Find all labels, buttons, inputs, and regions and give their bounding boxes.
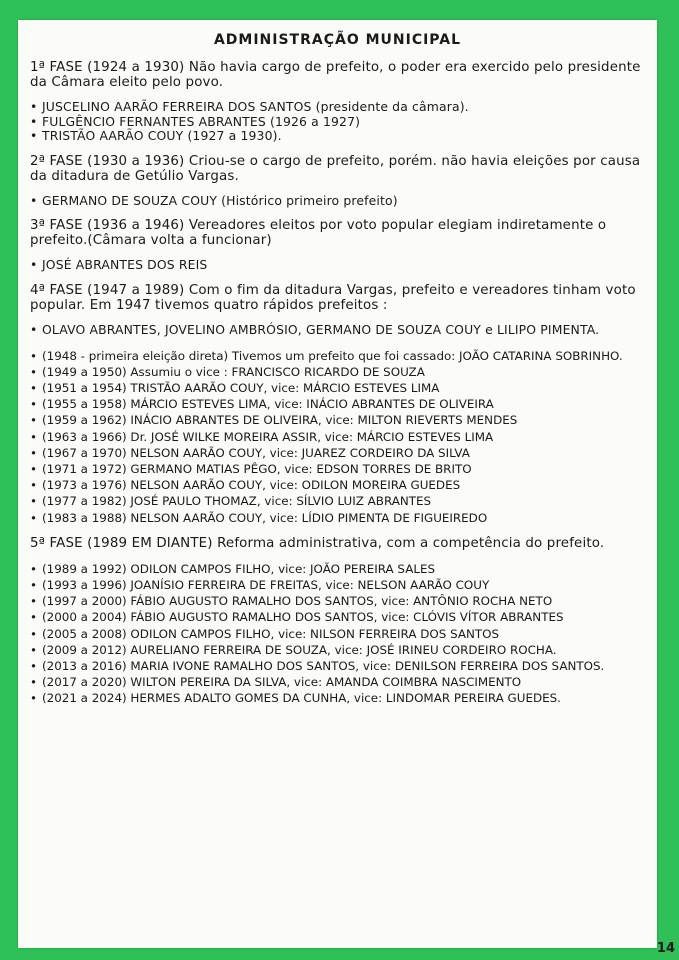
fase-3-paragraph: 3ª FASE (1936 a 1946) Vereadores eleitos por voto popular elegiam indiretamente o prefeito.(Câmara volta a funcionar) <box>30 218 607 249</box>
mandate-item: • (2017 a 2020) WILTON PEREIRA DA SILVA, vice: AMANDA COIMBRA NASCIMENTO <box>30 674 645 690</box>
list-item: • TRISTÃO AARÃO COUY (1927 a 1930). <box>30 129 645 144</box>
mandate-item: • (1948 - primeira eleição direta) Tivemos um prefeito que foi cassado: JOÃO CATARINA SOBRINHO. <box>30 348 645 364</box>
mandate-item: • (1955 a 1958) MÁRCIO ESTEVES LIMA, vice: INÁCIO ABRANTES DE OLIVEIRA <box>30 396 645 412</box>
mandate-item: • (1971 a 1972) GERMANO MATIAS PÊGO, vice: EDSON TORRES DE BRITO <box>30 461 645 477</box>
mandate-item: • (2009 a 2012) AURELIANO FERREIRA DE SOUZA, vice: JOSÉ IRINEU CORDEIRO ROCHA. <box>30 642 645 658</box>
fase-3-list <box>30 258 645 273</box>
mandate-item: • (1967 a 1970) NELSON AARÃO COUY, vice: JUAREZ CORDEIRO DA SILVA <box>30 445 645 461</box>
fase-1-list <box>30 100 645 144</box>
mandate-item: • (1993 a 1996) JOANÍSIO FERREIRA DE FREITAS, vice: NELSON AARÃO COUY <box>30 577 645 593</box>
fase-1-paragraph: 1ª FASE (1924 a 1930) Não havia cargo de prefeito, o poder era exercido pelo presidente da Câmara eleito pelo povo. <box>30 60 641 90</box>
mandate-item: • (2021 a 2024) HERMES ADALTO GOMES DA CUNHA, vice: LINDOMAR PEREIRA GUEDES. <box>30 690 645 706</box>
document-content <box>30 32 645 717</box>
fase-4-mandates <box>30 348 645 526</box>
mandate-item: • (2005 a 2008) ODILON CAMPOS FILHO, vice: NILSON FERREIRA DOS SANTOS <box>30 626 645 642</box>
mandate-item: • (2000 a 2004) FÁBIO AUGUSTO RAMALHO DOS SANTOS, vice: CLÓVIS VÍTOR ABRANTES <box>30 609 645 625</box>
page-title: ADMINISTRAÇÃO MUNICIPAL <box>213 32 462 48</box>
fase-2-list <box>30 194 645 209</box>
mandate-item: • (1977 a 1982) JOSÉ PAULO THOMAZ, vice: SÍLVIO LUIZ ABRANTES <box>30 493 645 509</box>
page-number: 14 <box>656 941 675 956</box>
mandate-item: • (1973 a 1976) NELSON AARÃO COUY, vice: ODILON MOREIRA GUEDES <box>30 477 645 493</box>
mandate-item: • (1997 a 2000) FÁBIO AUGUSTO RAMALHO DOS SANTOS, vice: ANTÔNIO ROCHA NETO <box>30 593 645 609</box>
mandate-item: • (1983 a 1988) NELSON AARÃO COUY, vice: LÍDIO PIMENTA DE FIGUEIREDO <box>30 510 645 526</box>
document-page <box>18 20 657 948</box>
fase-4-list <box>30 323 645 338</box>
fase-5-mandates <box>30 561 645 707</box>
list-item: • JUSCELINO AARÃO FERREIRA DOS SANTOS (presidente da câmara). <box>30 100 645 115</box>
list-item: • FULGÊNCIO FERNANTES ABRANTES (1926 a 1927) <box>30 115 645 130</box>
list-item: • JOSÉ ABRANTES DOS REIS <box>30 258 645 273</box>
mandate-item: • (2013 a 2016) MARIA IVONE RAMALHO DOS SANTOS, vice: DENILSON FERREIRA DOS SANTOS. <box>30 658 645 674</box>
fase-2-paragraph: 2ª FASE (1930 a 1936) Criou-se o cargo de prefeito, porém. não havia eleições por causa da ditadura de Getúlio Vargas. <box>30 153 641 184</box>
mandate-item: • (1951 a 1954) TRISTÃO AARÃO COUY, vice: MÁRCIO ESTEVES LIMA <box>30 380 645 396</box>
list-item: • OLAVO ABRANTES, JOVELINO AMBRÓSIO, GERMANO DE SOUZA COUY e LILIPO PIMENTA. <box>30 323 645 338</box>
fase-5-paragraph: 5ª FASE (1989 EM DIANTE) Reforma administrativa, com a competência do prefeito. <box>30 535 605 551</box>
fase-4-paragraph: 4ª FASE (1947 a 1989) Com o fim da ditadura Vargas, prefeito e vereadores tinham voto popular. Em 1947 tivemos quatro rápidos prefeitos : <box>30 282 636 313</box>
list-item: • GERMANO DE SOUZA COUY (Histórico primeiro prefeito) <box>30 194 645 209</box>
mandate-item: • (1959 a 1962) INÁCIO ABRANTES DE OLIVEIRA, vice: MILTON RIEVERTS MENDES <box>30 412 645 428</box>
mandate-item: • (1949 a 1950) Assumiu o vice : FRANCISCO RICARDO DE SOUZA <box>30 364 645 380</box>
mandate-item: • (1963 a 1966) Dr. JOSÉ WILKE MOREIRA ASSIR, vice: MÁRCIO ESTEVES LIMA <box>30 429 645 445</box>
mandate-item: • (1989 a 1992) ODILON CAMPOS FILHO, vice: JOÃO PEREIRA SALES <box>30 561 645 577</box>
